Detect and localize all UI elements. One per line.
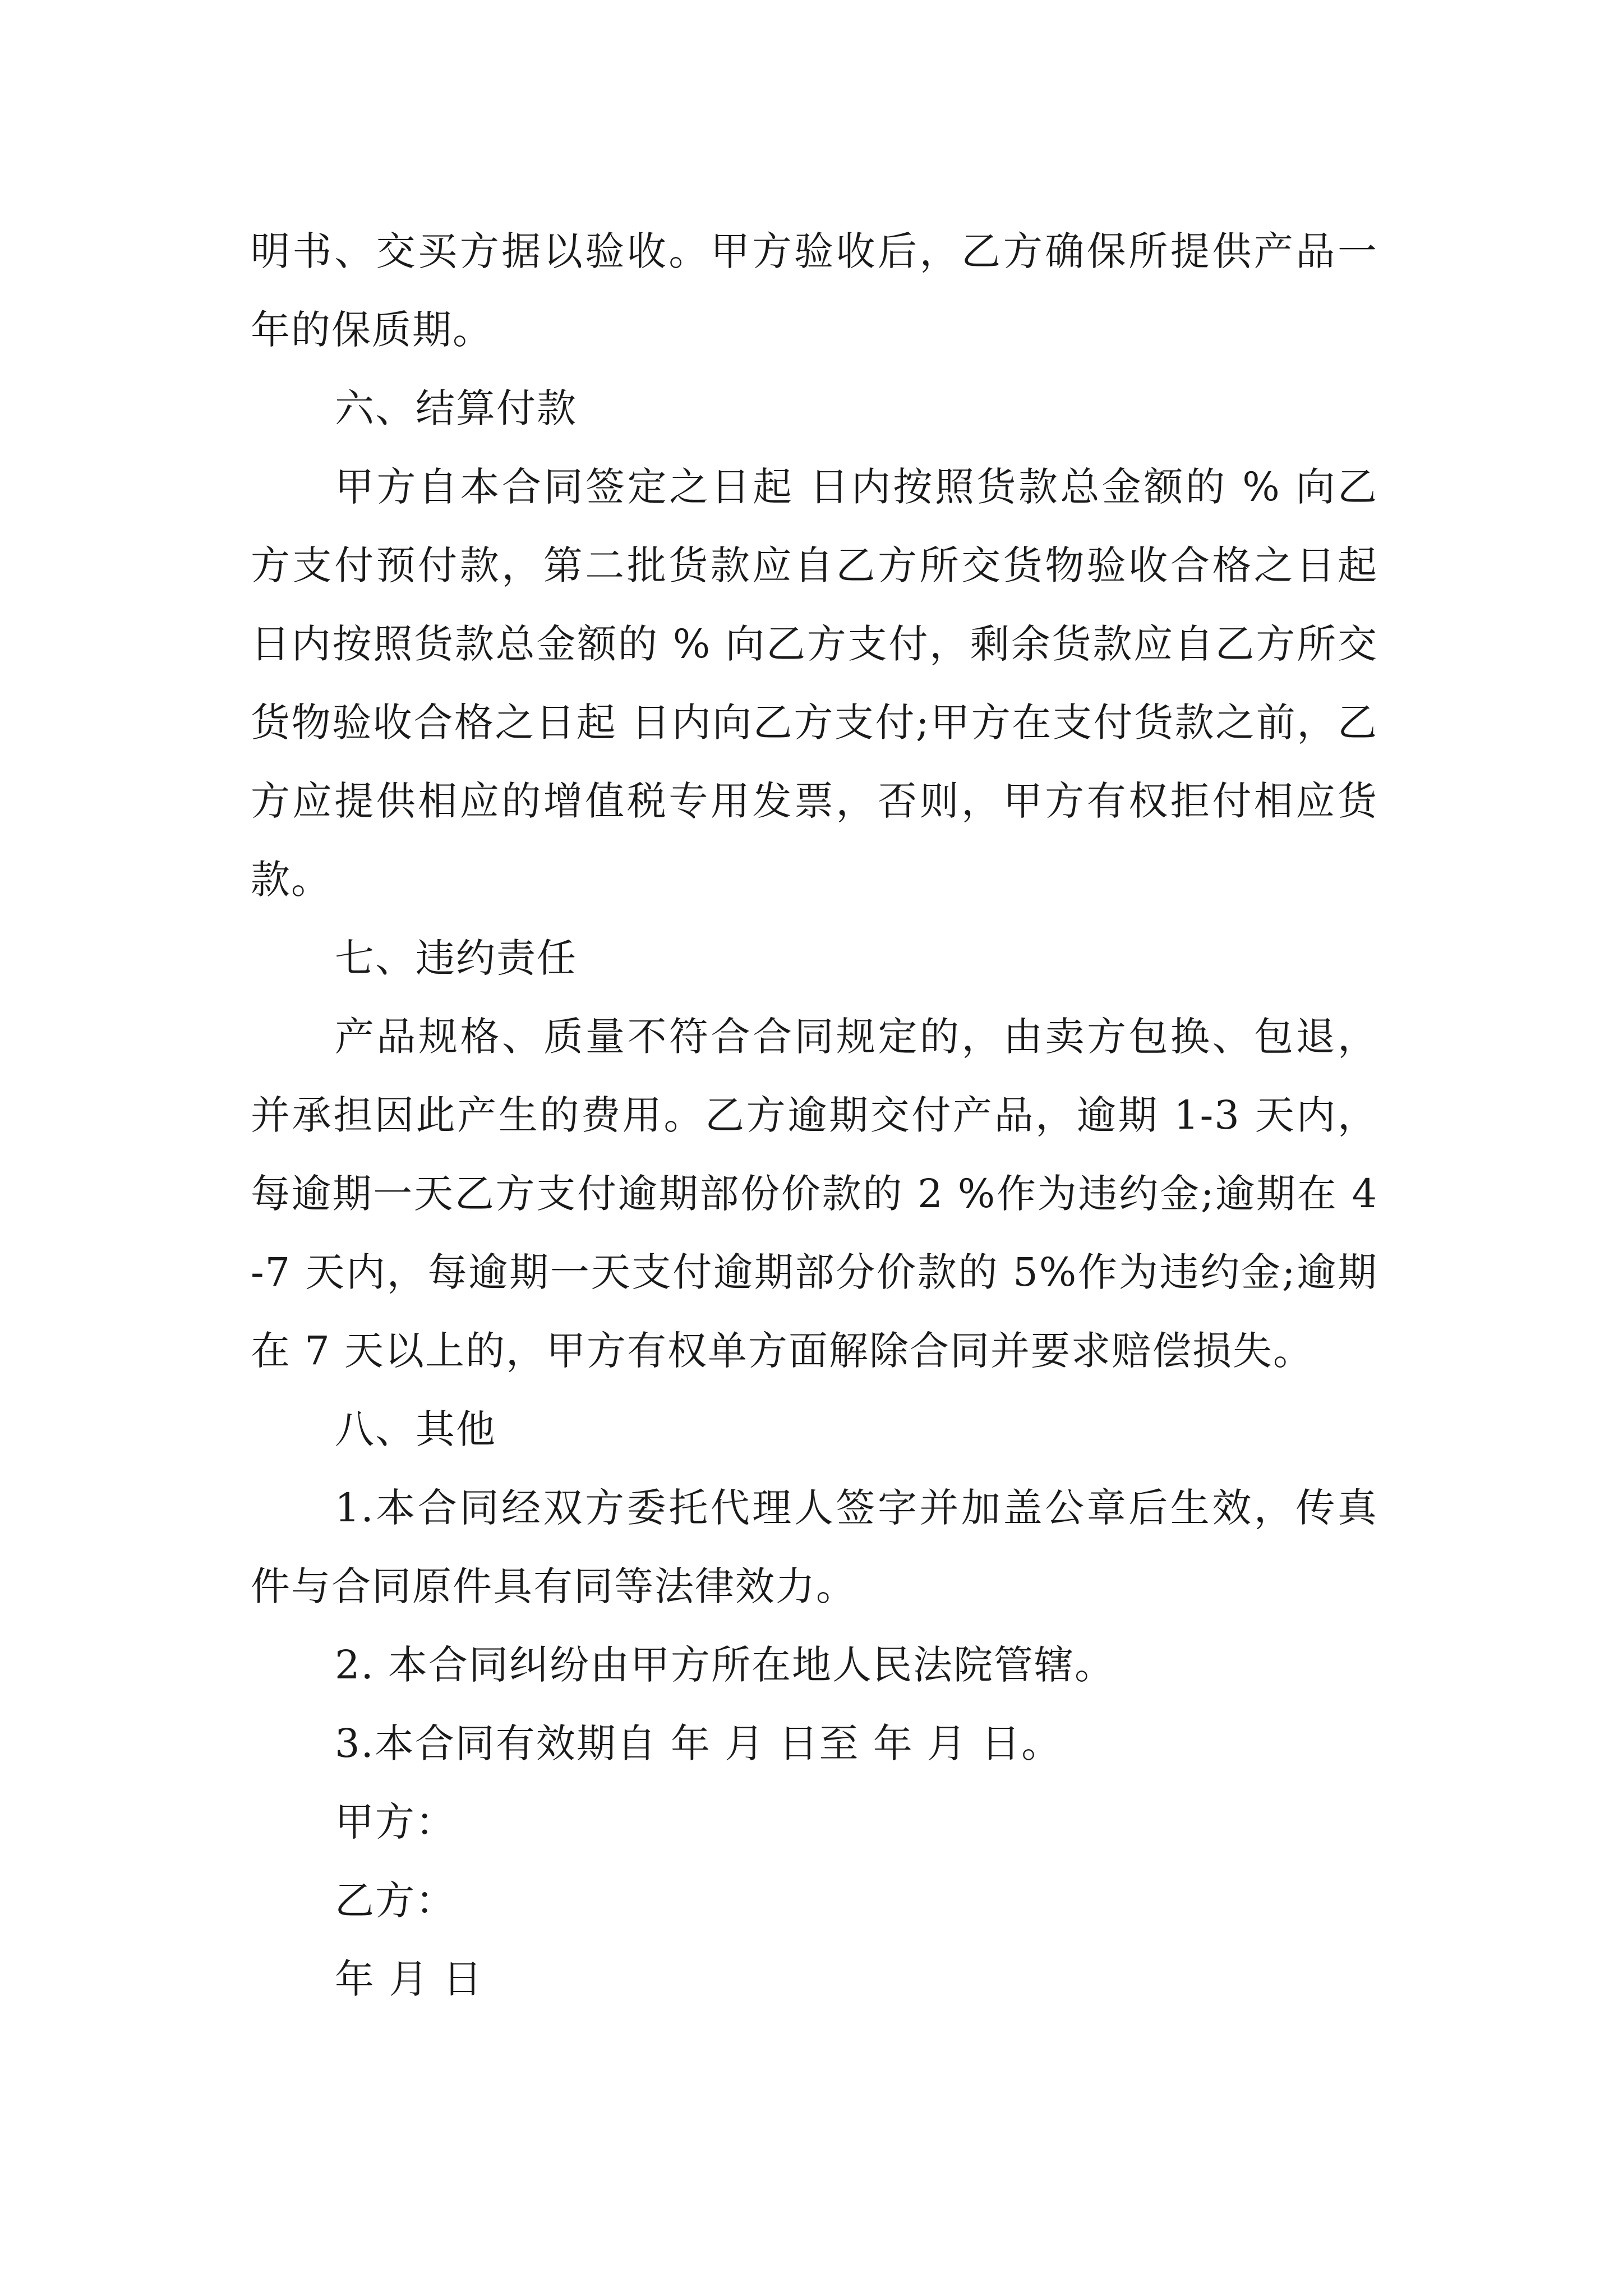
paragraph-breach: 产品规格、质量不符合合同规定的，由卖方包换、包退，并承担因此产生的费用。乙方逾期交付产品，逾期 1-3 天内，每逾期一天乙方支付逾期部份价款的 2 %作为违约金;逾期在 4-7 天内，每逾期一天支付逾期部分价款的 5%作为违约金;逾期在 7 天以上的，甲方有权单方面解除合同并要求赔偿损失。: [251, 1014, 1378, 1374]
party-b-signature: 乙方：: [335, 1878, 456, 1924]
contract-text: [251, 212, 1378, 2018]
section-heading-breach: 七、违约责任: [335, 935, 577, 981]
signing-date: 年 月 日: [335, 1956, 483, 2002]
section-heading-settlement: 六、结算付款: [335, 385, 577, 431]
clause-3: 3.本合同有效期自 年 月 日至 年 月 日。: [335, 1720, 1062, 1766]
paragraph-settlement: 甲方自本合同签定之日起 日内按照货款总金额的 % 向乙方支付预付款，第二批货款应自乙方所交货物验收合格之日起 日内按照货款总金额的 % 向乙方支付，剩余货款应自乙方所交货物验收合格之日起 日内向乙方支付;甲方在支付货款之前，乙方应提供相应的增值税专用发票，否则，甲方有权拒付相应货款。: [251, 464, 1378, 903]
clause-1: 1.本合同经双方委托代理人签字并加盖公章后生效，传真件与合同原件具有同等法律效力。: [251, 1485, 1378, 1609]
section-heading-other: 八、其他: [335, 1406, 496, 1452]
party-a-signature: 甲方：: [335, 1799, 456, 1845]
clause-2: 2. 本合同纠纷由甲方所在地人民法院管辖。: [335, 1642, 1115, 1688]
paragraph-warranty: 明书、交买方据以验收。甲方验收后，乙方确保所提供产品一年的保质期。: [251, 228, 1378, 353]
